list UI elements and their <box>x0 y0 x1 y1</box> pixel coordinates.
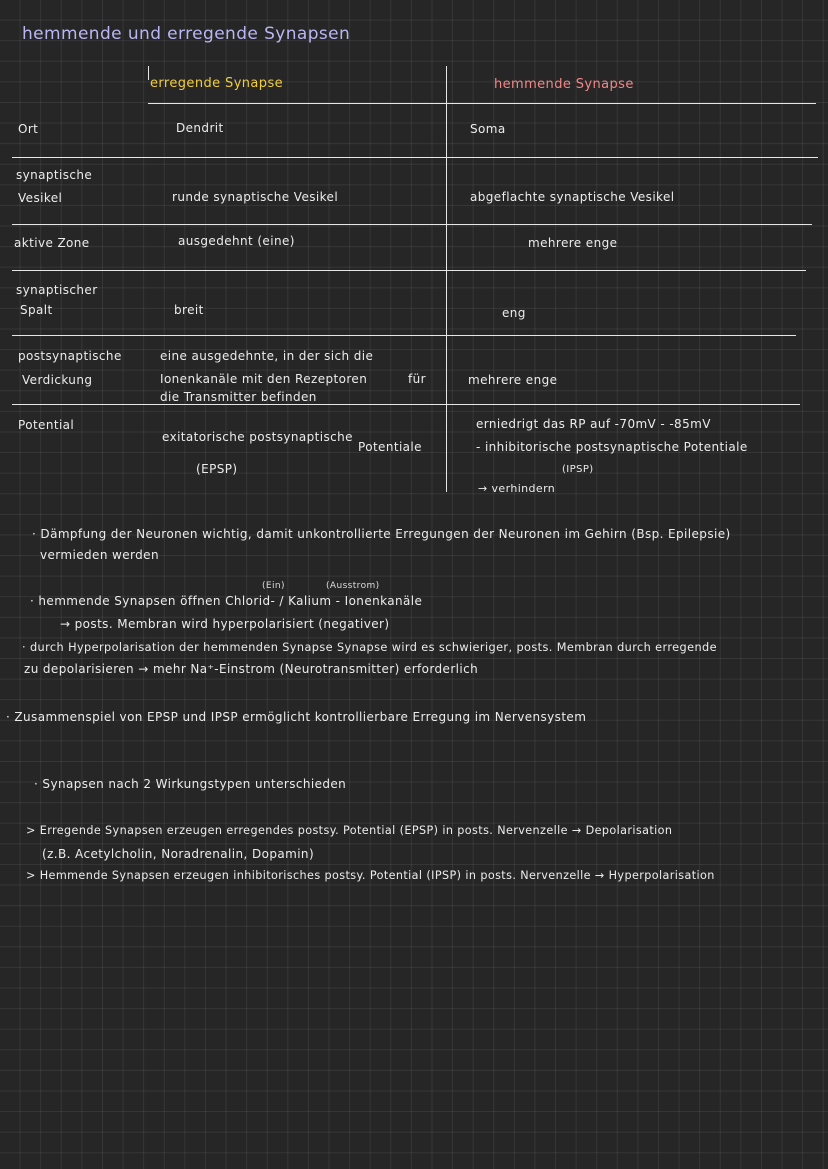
note-line: · Synapsen nach 2 Wirkungstypen unterschieden <box>34 777 347 791</box>
table-rule <box>12 224 812 225</box>
note-line: vermieden werden <box>40 548 159 562</box>
row-label-spalt: Spalt <box>20 303 53 317</box>
note-annotation: (Ausstrom) <box>326 581 380 591</box>
note-line: → posts. Membran wird hyperpolarisiert (negativer) <box>60 617 390 631</box>
note-line: · durch Hyperpolarisation der hemmenden Synapse Synapse wird es schwieriger, posts. Membran durch erregende <box>22 641 717 654</box>
table-rule <box>12 335 796 336</box>
note-line: > Hemmende Synapsen erzeugen inhibitorisches postsy. Potential (IPSP) in posts. Nervenzelle → Hyperpolarisation <box>26 869 715 882</box>
cell-inhibitory-verdickung: mehrere enge <box>468 373 558 387</box>
row-label-vesikel: synaptische <box>16 168 93 182</box>
cell-excitatory-potential: (EPSP) <box>196 462 238 476</box>
row-label-aktive-zone: aktive Zone <box>14 236 90 250</box>
cell-excitatory-aktive-zone: ausgedehnt (eine) <box>178 234 295 248</box>
note-line: · Dämpfung der Neuronen wichtig, damit unkontrollierte Erregungen der Neuronen im Gehirn (Bsp. Epilepsie) <box>32 527 731 541</box>
row-label-spalt: synaptischer <box>16 283 98 297</box>
note-line: · Zusammenspiel von EPSP und IPSP ermöglicht kontrollierbare Erregung im Nervensystem <box>6 710 587 724</box>
cell-excitatory-ort: Dendrit <box>176 121 224 135</box>
table-rule <box>12 404 800 405</box>
cell-excitatory-verdickung: Ionenkanäle mit den Rezeptoren <box>160 372 368 386</box>
cell-excitatory-vesikel: runde synaptische Vesikel <box>172 190 339 204</box>
table-rule <box>12 157 818 158</box>
table-rule <box>12 270 806 271</box>
cell-inhibitory-aktive-zone: mehrere enge <box>528 236 618 250</box>
cell-inhibitory-potential: (IPSP) <box>562 464 594 475</box>
cell-excitatory-spalt: breit <box>174 303 204 317</box>
cell-inhibitory-ort: Soma <box>470 122 506 136</box>
cell-inhibitory-potential: - inhibitorische postsynaptische Potentiale <box>476 440 748 454</box>
note-line: (z.B. Acetylcholin, Noradrenalin, Dopamin) <box>42 847 315 861</box>
note-line: > Erregende Synapsen erzeugen erregendes postsy. Potential (EPSP) in posts. Nervenzelle → Depolarisation <box>26 824 673 837</box>
header-inhibitory-synapse: hemmende Synapse <box>494 77 634 92</box>
table-divider-left <box>148 66 149 80</box>
cell-excitatory-verdickung: die Transmitter befinden <box>160 390 317 404</box>
row-label-vesikel: Vesikel <box>18 191 63 205</box>
cell-inhibitory-potential: → verhindern <box>478 482 556 495</box>
page-title: hemmende und erregende Synapsen <box>22 24 351 44</box>
table-rule <box>148 103 816 104</box>
cell-excitatory-potential: Potentiale <box>358 440 422 454</box>
cell-inhibitory-vesikel: abgeflachte synaptische Vesikel <box>470 190 675 204</box>
note-line: · hemmende Synapsen öffnen Chlorid- / Kalium - Ionenkanäle <box>30 594 423 608</box>
table-divider-middle <box>446 66 447 492</box>
row-label-verdickung: postsynaptische <box>18 349 122 363</box>
row-label-ort: Ort <box>18 122 39 136</box>
cell-excitatory-potential: exitatorische postsynaptische <box>162 430 353 444</box>
note-annotation: (Ein) <box>262 581 285 591</box>
cell-excitatory-verdickung: für <box>408 372 426 386</box>
note-line: zu depolarisieren → mehr Na⁺-Einstrom (Neurotransmitter) erforderlich <box>24 662 479 676</box>
header-excitatory-synapse: erregende Synapse <box>150 76 284 91</box>
cell-inhibitory-potential: erniedrigt das RP auf -70mV - -85mV <box>476 417 711 431</box>
row-label-verdickung: Verdickung <box>22 373 93 387</box>
row-label-potential: Potential <box>18 418 75 432</box>
cell-inhibitory-spalt: eng <box>502 306 526 320</box>
cell-excitatory-verdickung: eine ausgedehnte, in der sich die <box>160 349 374 363</box>
